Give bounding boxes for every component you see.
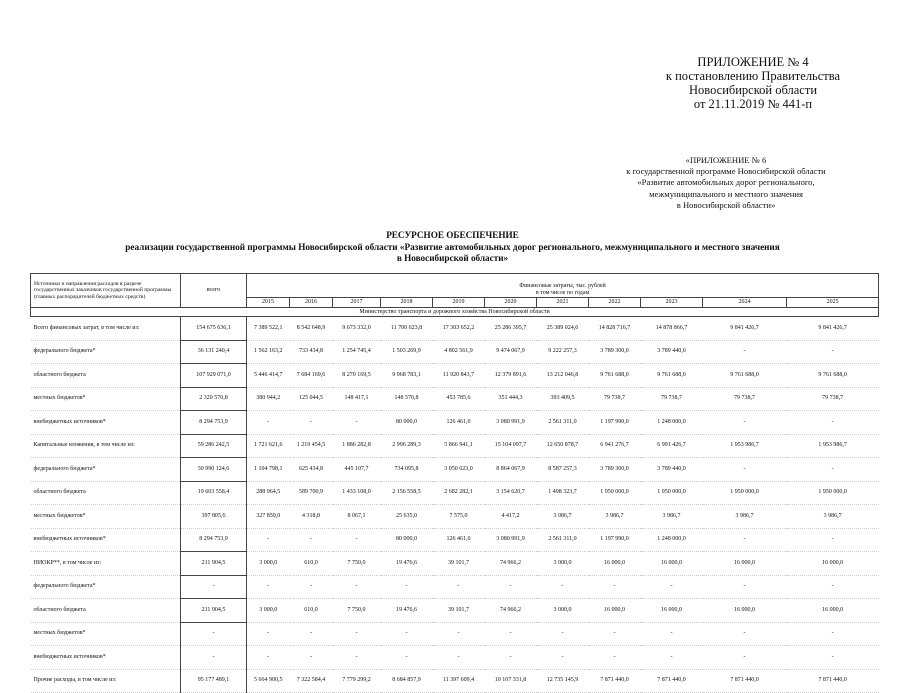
title-line2: реализации государственной программы Новосибирской области «Развитие автомобильных дорог регионального, межмуниципального и местного значения [125,241,780,252]
row-year-value: 15 104 097,7 [485,434,537,458]
row-year-value: - [290,622,333,646]
costs-header [247,274,879,291]
row-year-value: 12 650 878,7 [537,434,589,458]
row-year-value: - [787,458,879,482]
row-year-value: 80 000,0 [381,528,433,552]
row-year-value: 5 866 941,1 [433,434,485,458]
row-year-value: 1 104 798,1 [247,458,290,482]
row-year-value: 5 664 900,5 [247,669,290,693]
row-year-value: 8 864 067,9 [485,458,537,482]
ministry-row [31,308,879,317]
row-year-value: - [433,575,485,599]
row-year-value: 7 871 440,0 [641,669,703,693]
row-year-value: 1 503 269,9 [381,340,433,364]
row-year-value: - [589,622,641,646]
row-label: местных бюджетов* [31,622,181,646]
row-year-value: 39 101,7 [433,599,485,623]
row-total: 8 294 753,9 [181,411,247,435]
row-total: 2 320 570,8 [181,387,247,411]
row-year-value: 2 156 558,5 [381,481,433,505]
row-year-value: 16 000,0 [703,599,787,623]
row-year-value: 79 738,7 [589,387,641,411]
row-year-value: - [537,575,589,599]
table-row [31,340,879,364]
row-year-value: - [787,622,879,646]
row-year-value: 11 397 609,4 [433,669,485,693]
row-year-value: - [333,411,381,435]
annex-region: Новосибирской области [688,83,818,97]
row-year-value: 1 950 000,0 [787,481,879,505]
annex-number: ПРИЛОЖЕНИЕ № 4 [697,55,809,69]
table-row [31,599,879,623]
table-row [31,528,879,552]
program-annex-line5: в Новосибирской области» [676,199,776,210]
row-year-value: 74 966,2 [485,552,537,576]
row-label: местных бюджетов* [31,505,181,529]
row-year-value: - [381,646,433,670]
row-year-value: - [703,646,787,670]
row-year-value: - [589,575,641,599]
row-year-value: - [290,575,333,599]
year-header: 2022 [589,298,641,308]
row-year-value: - [485,646,537,670]
table-row [31,387,879,411]
row-year-value: - [433,622,485,646]
row-year-value: 5 446 414,7 [247,364,290,388]
row-total: 107 929 071,0 [181,364,247,388]
row-year-value: 148 417,1 [333,387,381,411]
row-year-value: 7 750,0 [333,599,381,623]
row-year-value: 1 248 000,0 [641,528,703,552]
row-year-value: - [247,646,290,670]
total-header: всего [181,274,247,308]
row-year-value: - [641,575,703,599]
row-year-value: - [703,528,787,552]
row-year-value: 1 886 282,8 [333,434,381,458]
row-year-value: 2 682 282,1 [433,481,485,505]
row-year-value: 625 434,8 [290,458,333,482]
row-year-value: 6 941 276,7 [589,434,641,458]
year-header: 2025 [787,298,879,308]
row-year-value: - [537,646,589,670]
row-label: областного бюджета [31,481,181,505]
row-year-value: - [381,575,433,599]
row-year-value: 9 673 332,0 [333,317,381,341]
resource-table [30,273,879,693]
row-year-value: - [247,411,290,435]
table-row [31,458,879,482]
row-year-value: 1 950 000,0 [589,481,641,505]
row-year-value: 288 964,5 [247,481,290,505]
row-year-value: 11 920 843,7 [433,364,485,388]
table-row [31,669,879,693]
row-year-value: 7 389 522,1 [247,317,290,341]
program-annex-line3: «Развитие автомобильных дорог регионального, [637,177,815,188]
row-total: 8 294 753,9 [181,528,247,552]
row-year-value: - [787,528,879,552]
row-year-value: 14 878 866,7 [641,317,703,341]
row-year-value: 25 635,0 [381,505,433,529]
table-row [31,505,879,529]
row-year-value: - [247,575,290,599]
row-year-value: 2 561 311,0 [537,528,589,552]
annex-resolution: к постановлению Правительства [665,69,841,83]
row-year-value: 7 871 440,0 [589,669,641,693]
row-year-value: - [485,622,537,646]
row-year-value: 3 986,7 [787,505,879,529]
row-year-value: 3 080 991,9 [485,411,537,435]
row-label: Прочие расходы, в том числе из: [31,669,181,693]
row-year-value: 17 303 652,2 [433,317,485,341]
row-year-value: 9 841 426,7 [787,317,879,341]
document-title [0,230,905,265]
row-year-value: - [433,646,485,670]
year-header: 2024 [703,298,787,308]
row-year-value: 8 542 648,9 [290,317,333,341]
row-year-value: 327 859,0 [247,505,290,529]
row-year-value: 14 828 716,7 [589,317,641,341]
row-year-value: 7 871 440,0 [787,669,879,693]
row-year-value: 1 721 621,6 [247,434,290,458]
row-year-value: 4 417,2 [485,505,537,529]
row-year-value: 351 444,3 [485,387,537,411]
row-year-value: 4 318,8 [290,505,333,529]
row-total: 211 904,5 [181,599,247,623]
row-year-value: - [247,528,290,552]
row-year-value: - [485,575,537,599]
row-year-value: 1 953 986,7 [703,434,787,458]
row-year-value: 7 871 440,0 [703,669,787,693]
row-year-value: 3 000,0 [537,599,589,623]
year-header: 2017 [333,298,381,308]
row-year-value: 9 968 783,1 [381,364,433,388]
row-year-value: 16 000,0 [703,552,787,576]
row-year-value: 1 562 163,2 [247,340,290,364]
row-year-value: - [641,622,703,646]
row-label: федерального бюджета* [31,575,181,599]
source-header: Источники и направления расходов в разрезе государственных заказчиков государственной программы (главных распорядителей бюджетных средств) [31,274,181,308]
row-year-value: 125 044,5 [290,387,333,411]
row-year-value: 9 761 688,0 [641,364,703,388]
row-year-value: 80 000,0 [381,411,433,435]
row-year-value: 4 802 561,9 [433,340,485,364]
row-total: - [181,622,247,646]
row-year-value: 9 761 688,0 [787,364,879,388]
row-year-value: 12 735 145,9 [537,669,589,693]
row-year-value: 380 944,2 [247,387,290,411]
row-year-value: 25 286 395,7 [485,317,537,341]
year-header: 2021 [537,298,589,308]
row-year-value: 1 197 990,0 [589,528,641,552]
row-year-value: 1 950 000,0 [641,481,703,505]
row-year-value: 16 000,0 [589,599,641,623]
row-year-value: 610,0 [290,599,333,623]
row-label: Капитальные вложения, в том числе из: [31,434,181,458]
row-total: 211 904,5 [181,552,247,576]
row-year-value: 79 738,7 [641,387,703,411]
row-total: 36 131 240,4 [181,340,247,364]
row-year-value: 733 434,8 [290,340,333,364]
row-year-value: 8 587 257,3 [537,458,589,482]
row-year-value: 11 700 623,8 [381,317,433,341]
table-row [31,552,879,576]
row-year-value: 12 379 891,6 [485,364,537,388]
row-year-value: - [333,646,381,670]
row-year-value: - [333,575,381,599]
row-year-value: 126 461,0 [433,411,485,435]
row-label: внебюджетных источников* [31,528,181,552]
row-year-value: - [787,646,879,670]
row-year-value: - [381,622,433,646]
row-total: 397 805,6 [181,505,247,529]
title-line1: РЕСУРСНОЕ ОБЕСПЕЧЕНИЕ [386,230,519,240]
row-year-value: 74 966,2 [485,599,537,623]
row-label: местных бюджетов* [31,387,181,411]
row-label: областного бюджета [31,364,181,388]
row-year-value: - [641,646,703,670]
row-label: НИОКР**, в том числе из: [31,552,181,576]
ministry-name: Министерство транспорта и дорожного хозяйства Новосибирской области [31,308,879,317]
table-row [31,364,879,388]
row-year-value: 25 389 024,6 [537,317,589,341]
row-year-value: 19 476,6 [381,599,433,623]
row-year-value: 393 409,5 [537,387,589,411]
row-year-value: 1 219 454,5 [290,434,333,458]
row-year-value: 3 986,7 [641,505,703,529]
year-header: 2015 [247,298,290,308]
program-annex-number: «ПРИЛОЖЕНИЕ № 6 [685,155,767,165]
row-year-value: 9 761 688,0 [703,364,787,388]
row-year-value: 3 986,7 [589,505,641,529]
row-label: федерального бюджета* [31,340,181,364]
row-year-value: 9 222 257,3 [537,340,589,364]
row-year-value: 8 067,1 [333,505,381,529]
row-year-value: 3 000,0 [247,552,290,576]
row-year-value: - [703,622,787,646]
title-line3: в Новосибирской области» [396,253,509,263]
row-year-value: - [247,622,290,646]
row-year-value: 3 080 991,9 [485,528,537,552]
row-label: федерального бюджета* [31,458,181,482]
row-year-value: - [703,575,787,599]
row-year-value: - [333,622,381,646]
row-year-value: 13 212 046,8 [537,364,589,388]
row-year-value: 3 000,0 [537,552,589,576]
annex-date: от 21.11.2019 № 441-п [693,97,813,111]
row-year-value: 16 000,0 [787,599,879,623]
row-year-value: 79 738,7 [703,387,787,411]
row-year-value: 589 700,9 [290,481,333,505]
row-year-value: 3 050 623,0 [433,458,485,482]
row-year-value: 7 779 299,2 [333,669,381,693]
row-year-value: 3 154 620,7 [485,481,537,505]
row-year-value: - [787,575,879,599]
table-row [31,481,879,505]
row-year-value: - [787,411,879,435]
row-year-value: 3 000,0 [247,599,290,623]
table-body [31,308,879,693]
row-year-value: 7 575,0 [433,505,485,529]
year-header: 2018 [381,298,433,308]
program-annex-line4: межмуниципального и местного значения [649,188,803,199]
row-total: - [181,646,247,670]
row-year-value: 7 684 169,6 [290,364,333,388]
row-year-value: 3 789 300,0 [589,458,641,482]
row-total: 154 675 636,1 [181,317,247,341]
year-header: 2019 [433,298,485,308]
program-annex-line2: к государственной программе Новосибирской области [626,166,826,177]
row-year-value: - [703,340,787,364]
row-year-value: 734 095,8 [381,458,433,482]
row-year-value: 7 750,0 [333,552,381,576]
row-year-value: - [290,411,333,435]
row-year-value: 445 107,7 [333,458,381,482]
table-row [31,317,879,341]
year-header: 2023 [641,298,703,308]
table-row [31,622,879,646]
row-total: 59 286 242,5 [181,434,247,458]
row-total: 19 603 558,4 [181,481,247,505]
row-year-value: 8 270 169,5 [333,364,381,388]
row-year-value: 6 991 426,7 [641,434,703,458]
table-row [31,646,879,670]
row-total: 30 990 124,6 [181,458,247,482]
row-year-value: 9 474 067,9 [485,340,537,364]
row-year-value: 148 570,8 [381,387,433,411]
row-year-value: - [290,646,333,670]
annex-block [623,55,883,111]
table-row [31,411,879,435]
row-year-value: - [333,528,381,552]
row-year-value: - [703,458,787,482]
row-year-value: - [703,411,787,435]
row-year-value: 453 785,6 [433,387,485,411]
row-label: областного бюджета [31,599,181,623]
row-year-value: 1 433 108,0 [333,481,381,505]
row-year-value: 19 476,6 [381,552,433,576]
year-header: 2016 [290,298,333,308]
row-year-value: 3 986,7 [537,505,589,529]
row-year-value: 16 000,0 [787,552,879,576]
year-header: 2020 [485,298,537,308]
row-year-value: 9 761 688,0 [589,364,641,388]
row-total: - [181,575,247,599]
row-year-value: 39 101,7 [433,552,485,576]
row-year-value: 3 789 440,0 [641,458,703,482]
row-year-value: - [537,622,589,646]
row-year-value: - [787,340,879,364]
row-year-value: 1 953 986,7 [787,434,879,458]
row-year-value: 7 322 584,4 [290,669,333,693]
resource-table-wrap [30,273,878,693]
row-year-value: - [589,646,641,670]
row-label: внебюджетных источников* [31,646,181,670]
row-total: 95 177 489,1 [181,669,247,693]
row-year-value: 2 996 289,3 [381,434,433,458]
row-year-value: - [290,528,333,552]
row-year-value: 610,0 [290,552,333,576]
by-year-header: в том числе по годам [247,290,879,298]
row-year-value: 1 197 990,0 [589,411,641,435]
row-year-value: 16 000,0 [641,552,703,576]
table-row [31,575,879,599]
program-annex-block [581,155,871,211]
row-year-value: 1 498 323,7 [537,481,589,505]
costs-header-text: Финансовые затраты, тыс. рублей [519,283,606,289]
row-year-value: 1 248 000,0 [641,411,703,435]
row-year-value: 9 841 426,7 [703,317,787,341]
row-year-value: 8 684 857,9 [381,669,433,693]
row-year-value: 16 000,0 [589,552,641,576]
row-year-value: 126 461,0 [433,528,485,552]
row-year-value: 3 789 440,0 [641,340,703,364]
row-year-value: 1 950 000,0 [703,481,787,505]
row-year-value: 3 789 300,0 [589,340,641,364]
row-label: внебюджетных источников* [31,411,181,435]
row-label: Всего финансовых затрат, в том числе из: [31,317,181,341]
row-year-value: 79 738,7 [787,387,879,411]
row-year-value: 2 561 311,0 [537,411,589,435]
table-row [31,434,879,458]
row-year-value: 10 107 331,8 [485,669,537,693]
row-year-value: 16 000,0 [641,599,703,623]
row-year-value: 1 254 745,4 [333,340,381,364]
row-year-value: 3 986,7 [703,505,787,529]
